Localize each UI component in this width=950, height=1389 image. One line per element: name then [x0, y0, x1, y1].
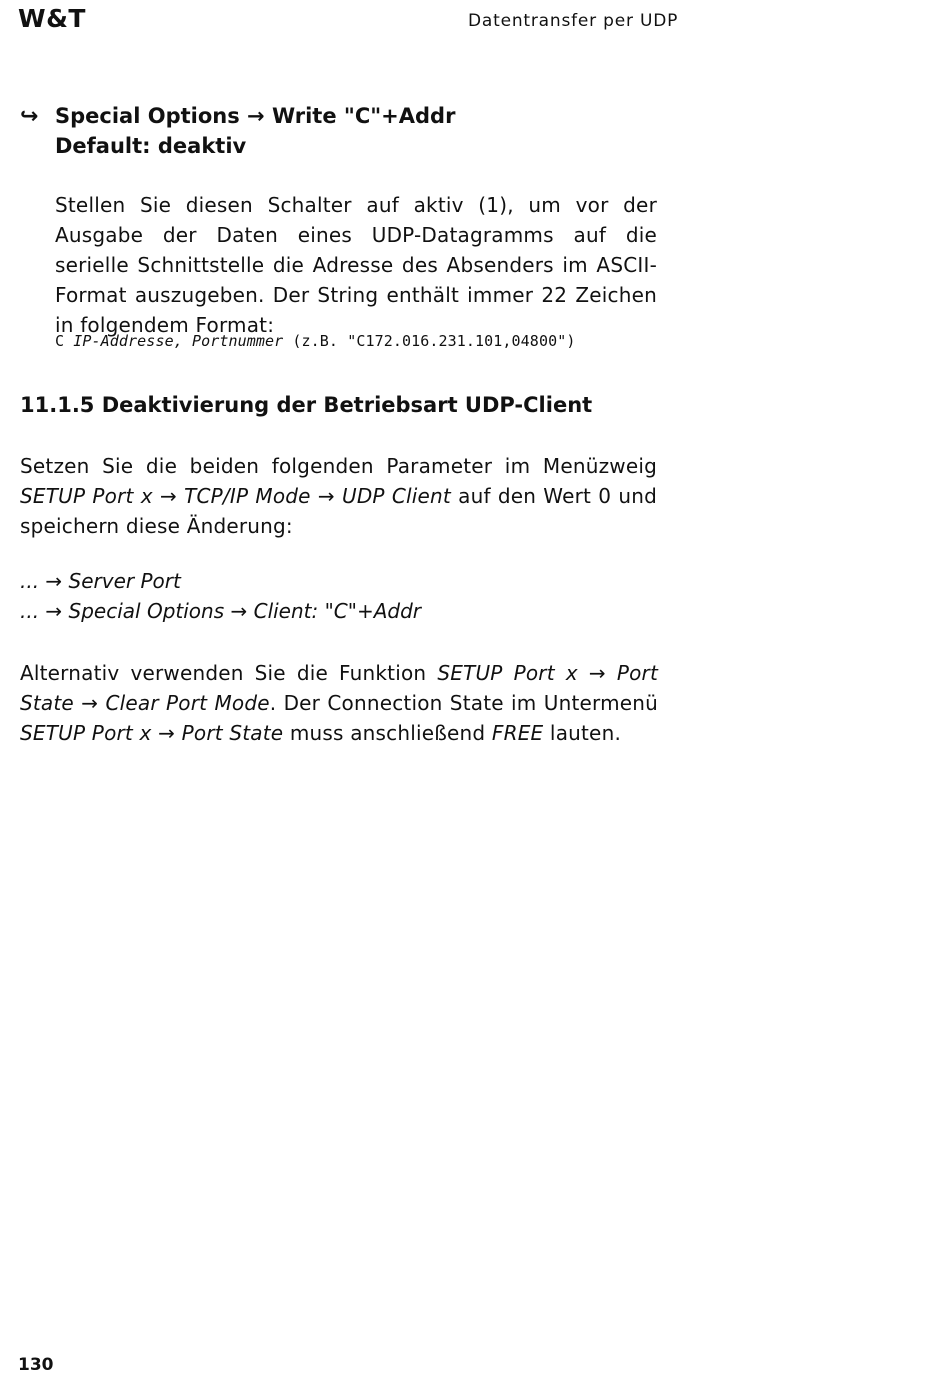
page-number: 130 [18, 1355, 54, 1375]
intro-text-end: auf den Wert 0 und speichern diese Änderung: [20, 484, 657, 538]
alt-text: Alternativ verwenden Sie die Funktion [20, 661, 438, 685]
section-intro [20, 451, 657, 541]
section-heading: 11.1.5 Deaktivierung der Betriebsart UDP-Client [20, 393, 593, 417]
alt-text-mid2: muss anschließend [283, 721, 492, 745]
running-header-title: Datentransfer per UDP [468, 11, 679, 31]
brand-logo: W&T [18, 4, 86, 33]
section-alternative [20, 658, 658, 748]
alt-text-mid: . Der Connection State im Untermenü [269, 691, 659, 715]
option-description: Stellen Sie diesen Schalter auf aktiv (1), um vor der Ausgabe der Daten eines UDP-Datagramms auf die serielle Schnittstelle die Adresse des Absenders im ASCII-Format auszugeben. Der String enthält immer 22 Zeichen in folgendem Format: [55, 193, 657, 337]
hook-arrow-icon: ↪ [20, 104, 39, 129]
option-default: Default: deaktiv [55, 134, 247, 158]
param-client-addr: ... → Special Options → Client: "C"+Addr [20, 599, 422, 623]
alt-text-end: lauten. [543, 721, 622, 745]
option-title-path: Special Options → Write "C"+Addr [55, 104, 456, 128]
format-prefix: C [55, 332, 74, 350]
format-sample: (z.B. "C172.016.231.101,04800") [283, 332, 576, 350]
intro-text: Setzen Sie die beiden folgenden Parameter im Menüzweig [20, 454, 657, 478]
format-example [55, 332, 575, 350]
alt-state-value: FREE [491, 721, 544, 745]
param-server-port: ... → Server Port [20, 569, 181, 593]
alt-submenu-path: SETUP Port x → Port State [20, 721, 284, 745]
format-fields: IP-Addresse, Portnummer [73, 332, 284, 350]
alt-menu-path: SETUP Port x → Port State → Clear Port Mode [20, 661, 658, 715]
option-title [55, 101, 455, 161]
intro-menu-path: SETUP Port x → TCP/IP Mode → UDP Client [20, 484, 451, 508]
